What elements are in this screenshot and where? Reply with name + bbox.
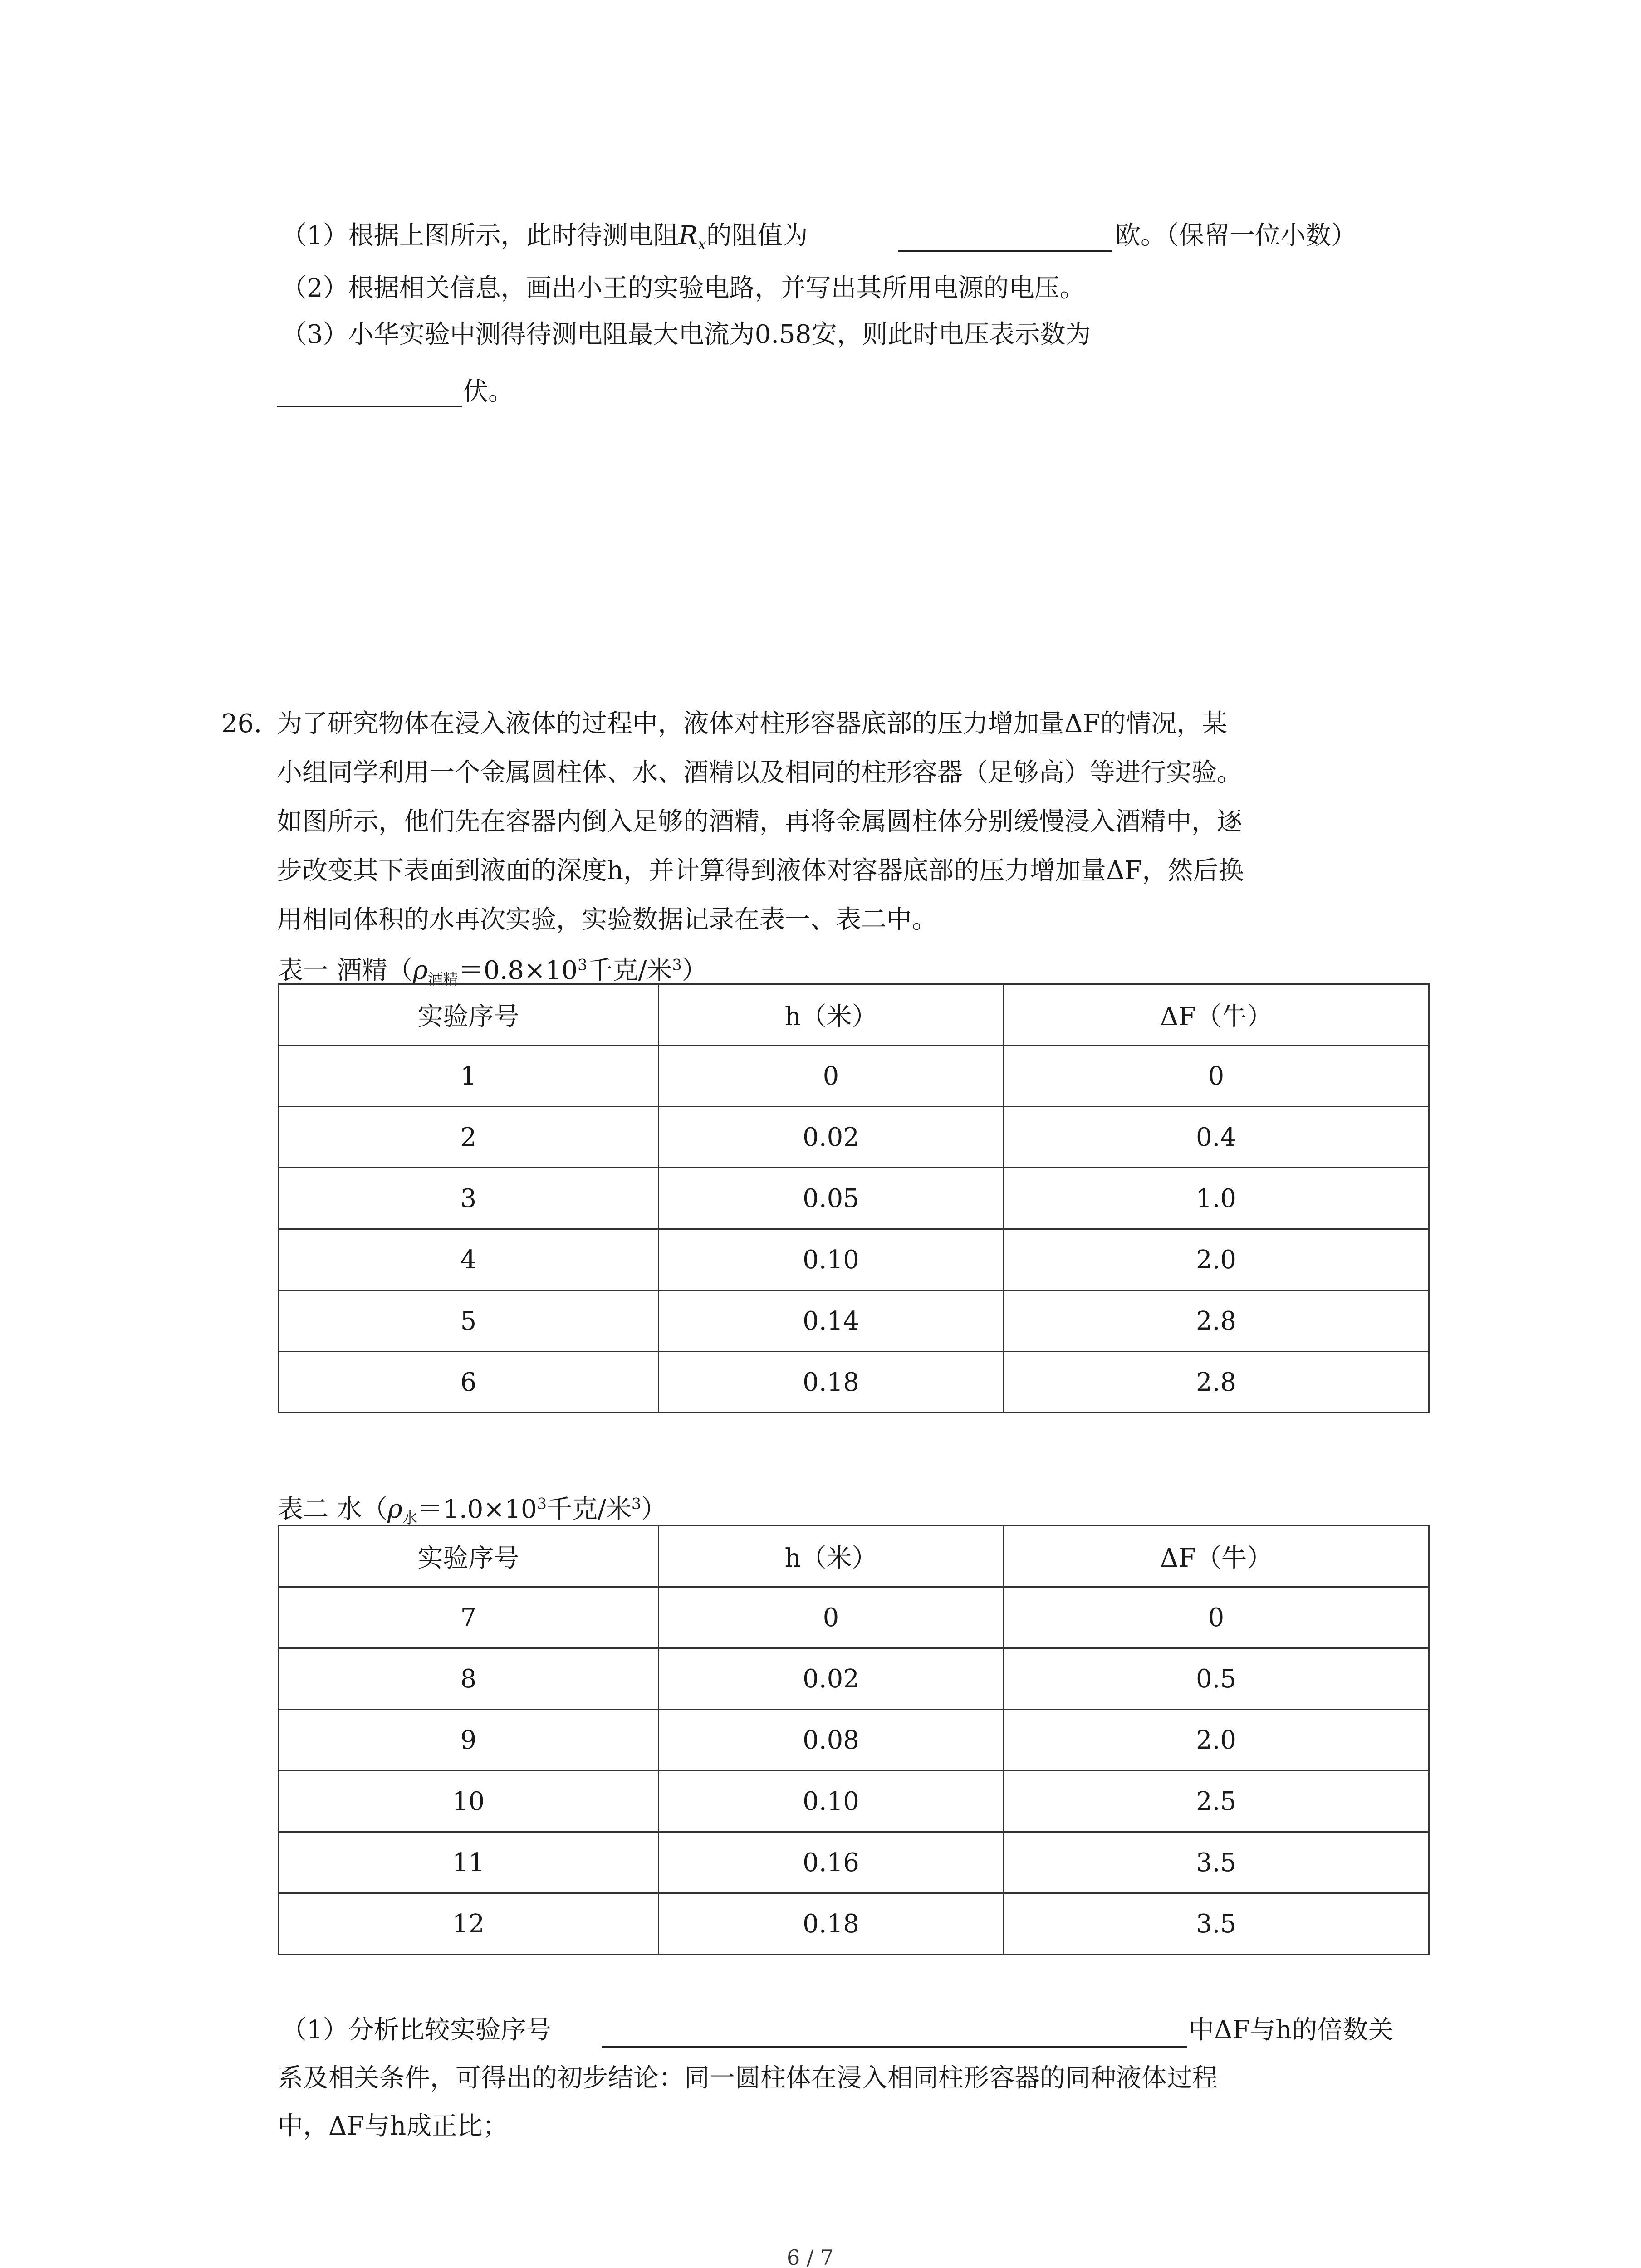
table-cell: 0.14: [659, 1290, 1004, 1352]
table-row: [279, 1771, 1429, 1832]
table-cell: 0: [1004, 1046, 1429, 1107]
table-row: [279, 1352, 1429, 1413]
q25-item1-text-b: 的阻值为: [706, 221, 808, 250]
table-cell: 4: [279, 1229, 659, 1290]
q25-item1-text-a: （1）根据上图所示，此时待测电阻: [281, 221, 679, 250]
header-cell: ΔF（牛）: [1004, 1526, 1429, 1587]
q26-sub1-line-2: 系及相关条件，可得出的初步结论：同一圆柱体在浸入相同柱形容器的同种液体过程: [278, 2063, 1218, 2093]
table-row: [279, 1893, 1429, 1955]
table-cell: 1: [279, 1046, 659, 1107]
table-cell: 2.8: [1004, 1290, 1429, 1352]
q26-number: 26.: [221, 709, 262, 738]
table-cell: 2.8: [1004, 1352, 1429, 1413]
rho-symbol: ρ: [387, 1495, 402, 1524]
table-row: [279, 1710, 1429, 1771]
table-cell: 0.18: [659, 1352, 1004, 1413]
rx-symbol: $R_x$: [678, 221, 706, 254]
q25-item1-tail: 欧。（保留一位小数）: [1115, 221, 1357, 250]
table-cell: 2: [279, 1107, 659, 1168]
table-header-row: [279, 1526, 1429, 1587]
q25-answer-blank-1[interactable]: [898, 249, 1112, 252]
table-row: [279, 1107, 1429, 1168]
table-row: [279, 1229, 1429, 1290]
table1-alcohol: [278, 983, 1430, 1413]
q26-para-line-2: 小组同学利用一个金属圆柱体、水、酒精以及相同的柱形容器（足够高）等进行实验。: [277, 758, 1242, 787]
table-row: [279, 1648, 1429, 1710]
q26-sub1-line-1a: （1）分析比较实验序号: [281, 2015, 552, 2045]
header-cell: ΔF（牛）: [1004, 984, 1429, 1046]
q26-sub1-line-3: 中，ΔF与h成正比；: [278, 2112, 508, 2141]
header-cell: 实验序号: [279, 1526, 659, 1587]
q26-para-line-5: 用相同体积的水再次实验，实验数据记录在表一、表二中。: [277, 905, 937, 934]
table-cell: 0: [1004, 1587, 1429, 1648]
q25-item3: （3）小华实验中测得待测电阻最大电流为0.58安，则此时电压表示数为: [281, 320, 1091, 349]
table-row: [279, 1587, 1429, 1648]
table-cell: 2.0: [1004, 1710, 1429, 1771]
table-cell: 0: [659, 1587, 1004, 1648]
table-cell: 0.4: [1004, 1107, 1429, 1168]
header-cell: h（米）: [659, 984, 1004, 1046]
table-cell: 12: [279, 1893, 659, 1955]
q25-item3-tail: 伏。: [463, 377, 514, 406]
table-row: [279, 1168, 1429, 1229]
table2-water: [278, 1525, 1430, 1955]
table-cell: 0.16: [659, 1832, 1004, 1893]
table-cell: 0.08: [659, 1710, 1004, 1771]
q26-sub1-line-1b: 中ΔF与h的倍数关: [1189, 2015, 1394, 2045]
table-cell: 0.02: [659, 1107, 1004, 1168]
table-cell: 7: [279, 1587, 659, 1648]
q25-answer-blank-3[interactable]: [277, 404, 462, 407]
q26-answer-blank-1[interactable]: [602, 2044, 1187, 2048]
q25-item1: [281, 221, 808, 254]
table-row: [279, 1832, 1429, 1893]
table-cell: 2.5: [1004, 1771, 1429, 1832]
q26-para-line-1: 为了研究物体在浸入液体的过程中，液体对柱形容器底部的压力增加量ΔF的情况，某: [277, 709, 1228, 738]
table-cell: 1.0: [1004, 1168, 1429, 1229]
header-cell: h（米）: [659, 1526, 1004, 1587]
table-cell: 0.10: [659, 1229, 1004, 1290]
table-cell: 0.05: [659, 1168, 1004, 1229]
header-cell: 实验序号: [279, 984, 659, 1046]
table-cell: 0: [659, 1046, 1004, 1107]
table-cell: 10: [279, 1771, 659, 1832]
table-cell: 3.5: [1004, 1893, 1429, 1955]
table-cell: 0.18: [659, 1893, 1004, 1955]
table-cell: 8: [279, 1648, 659, 1710]
table-cell: 0.5: [1004, 1648, 1429, 1710]
page-number: 6 / 7: [787, 2245, 834, 2268]
rho-symbol: ρ: [412, 956, 428, 985]
table-cell: 2.0: [1004, 1229, 1429, 1290]
table-header-row: [279, 984, 1429, 1046]
table-cell: 0.02: [659, 1648, 1004, 1710]
table-cell: 6: [279, 1352, 659, 1413]
table-row: [279, 1046, 1429, 1107]
table2-caption: 表二 水（$\rho_水=1.0\times 10^3$千克/米$^3$）: [278, 1495, 667, 1527]
table-cell: 9: [279, 1710, 659, 1771]
table1-caption: 表一 酒精（$\rho_{酒精}=0.8\times 10^3$千克/米$^3$）: [278, 956, 707, 988]
table-row: [279, 1290, 1429, 1352]
table-cell: 5: [279, 1290, 659, 1352]
q26-para-line-4: 步改变其下表面到液面的深度h，并计算得到液体对容器底部的压力增加量ΔF，然后换: [277, 856, 1244, 885]
table-cell: 11: [279, 1832, 659, 1893]
table-cell: 3.5: [1004, 1832, 1429, 1893]
q26-para-line-3: 如图所示，他们先在容器内倒入足够的酒精，再将金属圆柱体分别缓慢浸入酒精中，逐: [277, 807, 1242, 836]
table-cell: 0.10: [659, 1771, 1004, 1832]
table-cell: 3: [279, 1168, 659, 1229]
q25-item2: （2）根据相关信息，画出小王的实验电路，并写出其所用电源的电压。: [281, 274, 1085, 303]
